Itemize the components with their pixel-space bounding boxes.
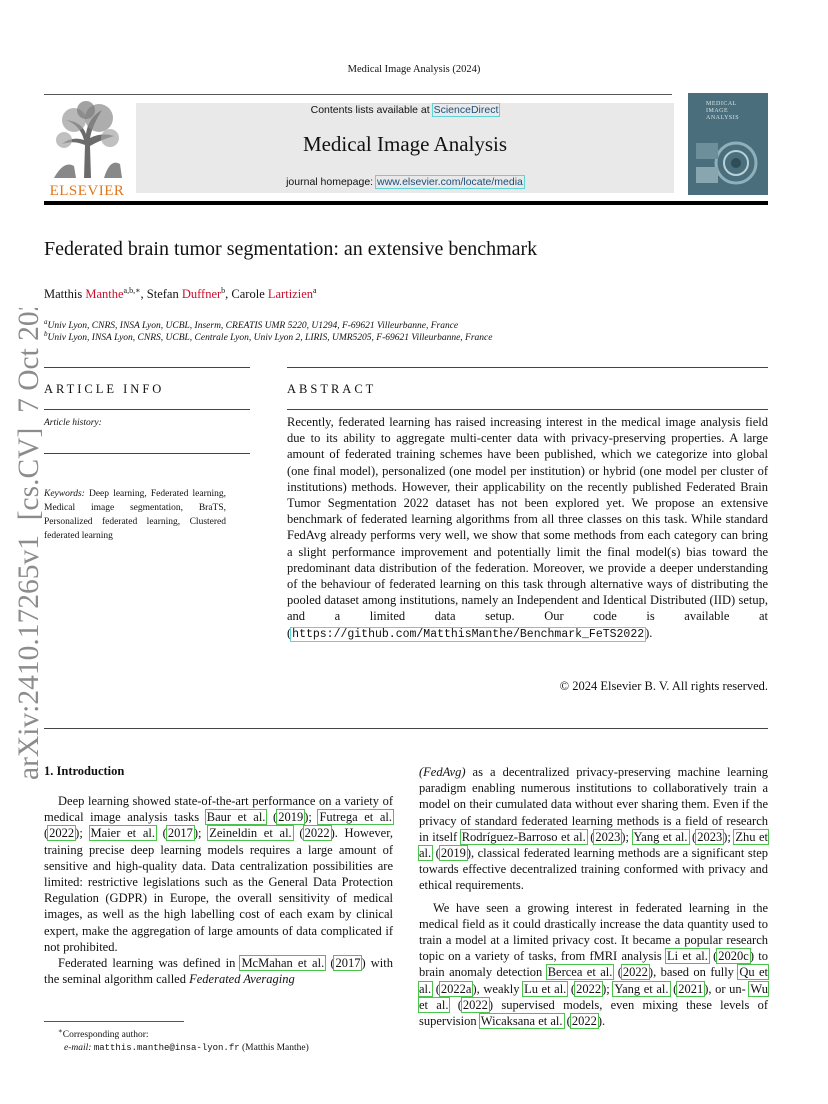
body-text: (: [567, 981, 576, 996]
body-text: ), weakly: [472, 981, 524, 996]
body-text: (: [586, 829, 595, 844]
body-text: );: [621, 829, 633, 844]
citation-link[interactable]: 2022: [571, 1014, 597, 1029]
abstract-body: Recently, federated learning has raised increasing interest in the medical image analysis field due to its ability to aggregate multi-center data with privacy-preserving properties. A large amount of federated training schemes have been published, which we categorize into global (one final model), personalized (one model per institution) or hybrid (one model per cluster of institutions) methods. However, their applicability on the recently published Federated Brain Tumor Segmentation 2022 dataset has not been explored yet. We propose an extensive benchmark of federated learning algorithms from all three classes on this task. While standard FedAvg already performs very well, we show that some methods from each category can bring a slight performance improvement and potentially limit the final model(s) bias toward the predominant data distribution of the federation. Moreover, we provide a deeper understanding of the behaviour of federated learning on this task through alternative ways of distributing the pooled dataset among institutions, namely an Independent and Identical Distributed (IID) setup, and a limited data setup. Our code is available at (: [287, 415, 768, 640]
intro-paragraph-3: [419, 764, 768, 894]
journal-cover: [688, 93, 768, 195]
citation-link[interactable]: 2023: [595, 829, 621, 844]
affiliation-a-mark: a: [44, 318, 48, 326]
body-text: ) to brain anomaly detection: [419, 949, 768, 980]
journal-name: Medical Image Analysis: [302, 132, 508, 156]
body-text: (: [266, 810, 278, 825]
body-text: );: [723, 829, 735, 844]
body-text: );: [304, 810, 319, 825]
info-top-rule: [44, 367, 250, 368]
author-2-last[interactable]: Duffner: [181, 287, 222, 302]
arxiv-stamp: [4, 308, 46, 780]
body-text: We have seen a growing interest in federated learning in the medical field as it could drastically increase the data quantity used to train a model at a limited privacy cost. It became a popular research topic on a variety of tasks, from fMRI analysis: [419, 900, 768, 964]
author-1-sup: a,b,∗: [123, 286, 141, 295]
author-1-last[interactable]: Manthe: [85, 287, 124, 302]
citation-link[interactable]: Li et al.: [667, 949, 708, 964]
body-text: (: [432, 981, 440, 996]
citation-link[interactable]: 2019: [440, 846, 466, 861]
elsevier-logo: [44, 100, 130, 199]
body-text: (: [325, 956, 335, 971]
homepage-line: [136, 176, 674, 188]
email-label: e-mail:: [64, 1043, 94, 1054]
body-text: (: [669, 981, 678, 996]
abstract-bottom-rule: [44, 728, 768, 729]
author-2-sup: b: [221, 286, 226, 295]
body-text: ). However, training precise deep learning models requires a large amount of sensitive and high-quality data. Data centralization possibilities are limited: restrictive legislations such as the General Data Protection Regulation (GDPR) in Europe, the overall sensitivity of medical images, as well as the high labelling cost of each exam by clinical expert, make the aggregation of large amounts of data complicated if not prohibited.: [44, 826, 393, 954]
citation-link[interactable]: 2023: [697, 829, 723, 844]
email-owner: (Matthis Manthe): [239, 1043, 309, 1054]
sciencedirect-link[interactable]: ScienceDirect: [433, 104, 499, 116]
intro-paragraph-4: [419, 900, 768, 1030]
citation-link[interactable]: Maier et al.: [90, 826, 155, 841]
author-1-sep: ,: [140, 287, 147, 302]
body-text: ).: [597, 1014, 606, 1029]
cover-line-2: IMAGE: [706, 108, 729, 114]
code-link[interactable]: https://github.com/MatthisManthe/Benchmark_FeTS2022: [292, 627, 645, 641]
body-text: ) with the seminal algorithm called: [44, 956, 393, 987]
citation-link[interactable]: Bercea et al.: [547, 965, 613, 980]
body-text: Deep learning showed state-of-the-art performance on a variety of medical image analysis tasks: [44, 794, 393, 825]
author-1-first: Matthis: [44, 287, 86, 302]
author-2-sep: ,: [225, 287, 232, 302]
body-text: (: [708, 949, 718, 964]
italic-text: (FedAvg): [419, 765, 466, 779]
citation-link[interactable]: Futrega et al.: [319, 810, 392, 825]
italic-text: Federated Averaging: [189, 972, 295, 987]
keywords-text: Deep learning, Federated learning, Medical image segmentation, BraTS, Personalized federated learning, Clustered federated learning: [44, 489, 226, 541]
body-text: );: [193, 826, 209, 841]
cover-line-3: ANALYSIS: [706, 115, 740, 121]
author-3-first: Carole: [231, 287, 268, 302]
author-2-first: Stefan: [146, 287, 182, 302]
intro-right-column: [419, 764, 768, 1029]
body-text: ) supervised models, even mixing these levels of supervision: [419, 997, 768, 1029]
citation-link[interactable]: Qu et al.: [419, 965, 768, 996]
intro-left-column: [44, 793, 393, 987]
body-text: as a decentralized privacy-preserving machine learning paradigm enabling numerous institutions to collaboratively train a model on their cumulated data without ever sharing them. Even if the privacy of standard federated learning methods is a field of research in itself: [419, 765, 768, 844]
intro-paragraph-2: [44, 955, 393, 987]
body-text: (: [432, 846, 440, 861]
body-text: Federated learning was defined in: [58, 956, 241, 971]
citation-link[interactable]: Zhu et al.: [419, 829, 768, 861]
section-heading-introduction: 1. Introduction: [44, 764, 125, 778]
affiliation-b: [44, 330, 492, 343]
intro-paragraph-1: [44, 793, 393, 955]
copyright-notice: © 2024 Elsevier B. V. All rights reserved.: [559, 679, 768, 693]
cover-line-1: MEDICAL: [706, 101, 737, 107]
homepage-link[interactable]: www.elsevier.com/locate/media: [377, 176, 523, 188]
author-list: [44, 286, 317, 302]
body-text: (: [563, 1014, 571, 1029]
abstract-heading: ABSTRACT: [287, 382, 377, 396]
citation-link[interactable]: 2021: [678, 981, 704, 996]
citation-link[interactable]: 2020c: [718, 949, 749, 964]
body-text: (: [688, 829, 697, 844]
body-text: ), classical federated learning methods are a significant step towards effective decentralized training conformed with privacy and ethical requirements.: [419, 846, 768, 893]
affiliation-a-text: Univ Lyon, CNRS, INSA Lyon, UCBL, Inserm, CREATIS UMR 5220, U1294, F-69621 Villeurbanne, France: [47, 321, 459, 332]
citation-link[interactable]: Baur et al.: [206, 810, 266, 825]
abstract-tail: ).: [645, 625, 653, 640]
arxiv-identifier: arXiv:2410.17265v1 [cs.CV] 7 Oct 2024: [13, 308, 45, 780]
body-text: (: [613, 965, 622, 980]
keywords-block: [44, 487, 226, 543]
citation-link[interactable]: Zeineldin et al.: [209, 826, 292, 841]
citation-link[interactable]: 2022: [622, 965, 648, 980]
body-text: (: [449, 997, 462, 1012]
abstract-top-rule: [287, 367, 768, 368]
body-text: (: [155, 826, 167, 841]
citation-link[interactable]: 2022: [304, 826, 330, 841]
cover-art-icon: [688, 133, 768, 193]
body-text: (: [44, 826, 49, 841]
citation-link[interactable]: Wicaksana et al.: [480, 1014, 563, 1029]
author-3-last[interactable]: Lartizien: [267, 287, 313, 302]
header-top-rule: [44, 94, 672, 95]
citation-link[interactable]: McMahan et al.: [241, 956, 325, 971]
body-text: );: [602, 981, 614, 996]
body-text: ), based on fully: [648, 965, 739, 980]
footnote-mark: ∗: [58, 1027, 63, 1035]
citation-link[interactable]: 2022: [462, 997, 488, 1012]
email-address[interactable]: matthis.manthe@insa-lyon.fr: [93, 1043, 240, 1054]
citation-link[interactable]: Lu et al.: [524, 981, 567, 996]
citation-link[interactable]: 2017: [167, 826, 193, 841]
contents-line: [136, 104, 674, 116]
citation-link[interactable]: 2019: [278, 810, 304, 825]
citation-link[interactable]: Yang et al.: [633, 829, 688, 844]
keywords-label: Keywords:: [44, 489, 85, 499]
header-thick-rule: [44, 201, 768, 205]
citation-link[interactable]: 2017: [335, 956, 361, 971]
author-3-sup: a: [313, 286, 317, 295]
abstract-text: [287, 414, 768, 643]
body-text: ), or un-: [704, 981, 750, 996]
paper-title: Federated brain tumor segmentation: an extensive benchmark: [44, 238, 538, 260]
footnote-rule: [44, 1021, 184, 1022]
body-text: );: [75, 826, 90, 841]
homepage-prefix: journal homepage:: [286, 176, 376, 188]
citation-link[interactable]: Wu et al.: [419, 981, 768, 1012]
info-heading-rule: [44, 409, 250, 410]
footnote-label: Corresponding author:: [62, 1030, 149, 1041]
article-history-label: Article history:: [44, 418, 102, 428]
info-history-rule: [44, 453, 250, 454]
body-text: (: [292, 826, 304, 841]
article-info-heading: ARTICLE INFO: [44, 382, 165, 396]
elsevier-tree-icon: [44, 100, 130, 180]
citation-link[interactable]: 2022: [576, 981, 602, 996]
affiliation-b-mark: b: [44, 330, 48, 338]
footnote-email-line: [64, 1042, 309, 1055]
footnote: [58, 1025, 309, 1055]
contents-prefix: Contents lists available at: [310, 104, 433, 116]
citation-link[interactable]: Rodríguez-Barroso et al.: [461, 829, 586, 844]
citation-link[interactable]: 2022: [49, 826, 75, 841]
citation-link[interactable]: 2022a: [440, 981, 472, 996]
journal-issue: Medical Image Analysis (2024): [347, 64, 481, 75]
abstract-heading-rule: [287, 409, 768, 410]
citation-link[interactable]: Yang et al.: [614, 981, 669, 996]
affiliation-b-text: Univ Lyon, INSA Lyon, CNRS, UCBL, Centrale Lyon, Univ Lyon 2, LIRIS, UMR5205, F-69621 Villeurbanne, France: [47, 333, 493, 344]
footnote-corresponding: [58, 1025, 309, 1042]
elsevier-wordmark: ELSEVIER: [49, 183, 125, 199]
